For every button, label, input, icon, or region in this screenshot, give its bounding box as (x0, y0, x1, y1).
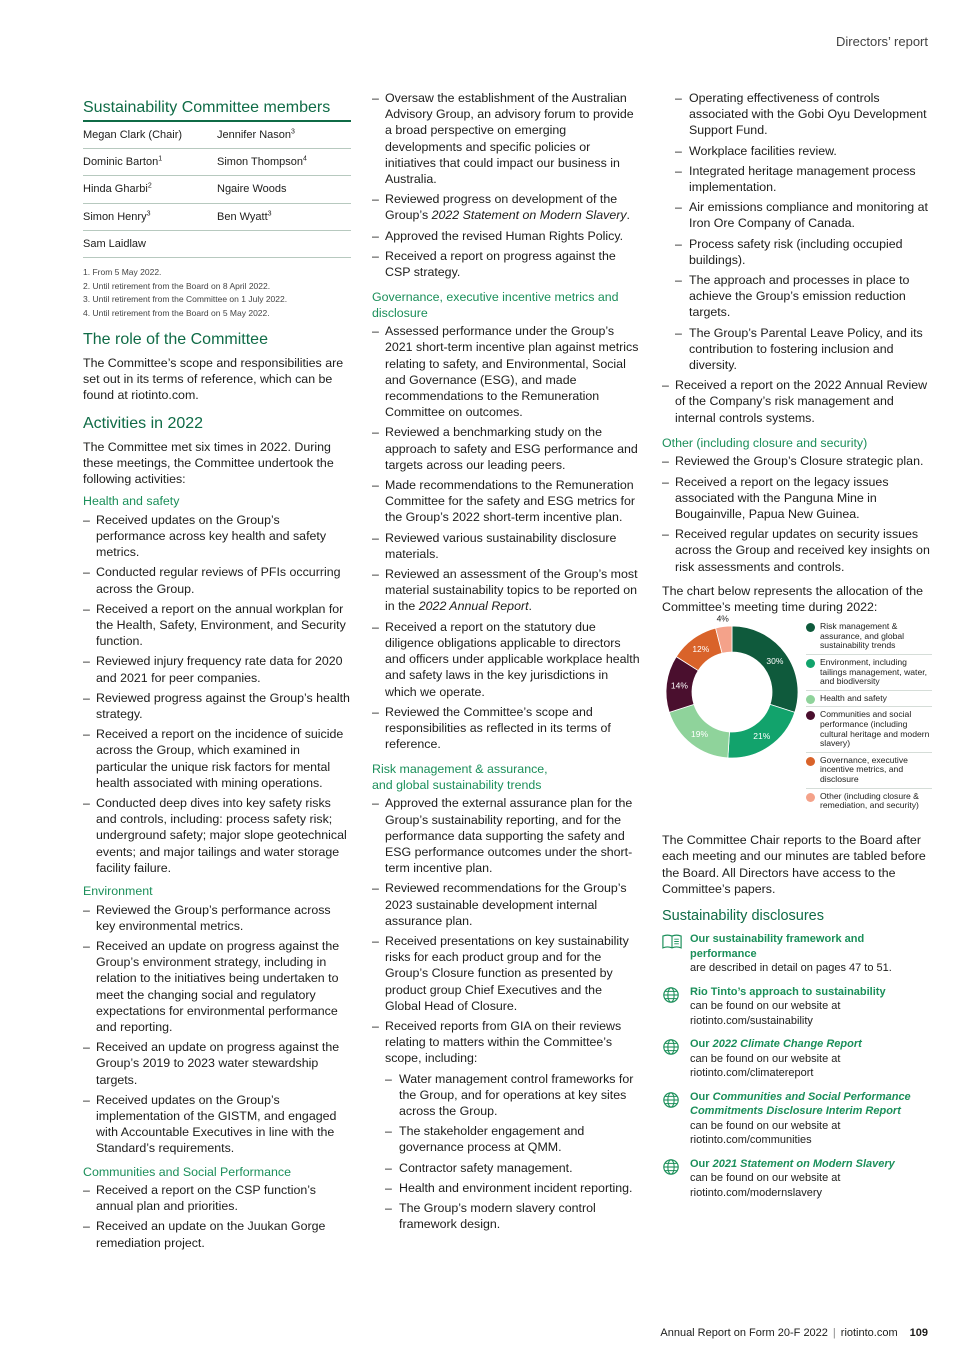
column-2 (372, 90, 640, 1240)
footnote-ref: 1 (158, 155, 163, 163)
environment-title: Environment (83, 884, 153, 898)
page-footer: Annual Report on Form 20-F 2022 | riotinto.com 109 (660, 1327, 928, 1339)
legend-swatch (806, 793, 815, 802)
csp-title: Communities and Social Performance (83, 1164, 291, 1179)
risk-title-line1: Risk management & assurance, (372, 762, 548, 777)
list-item: – Received an update on progress against the Group’s environment strategy, including in relation to the initiatives being undertaken to meet the changing social and regulatory expectations for environmental performance and reporting. (83, 938, 351, 1035)
member-row (83, 230, 351, 257)
list-item: – Received a report on progress against the CSP strategy. (372, 248, 640, 280)
member-name: Ben Wyatt (217, 210, 268, 223)
environment-list (83, 902, 351, 1157)
risk-list (372, 795, 640, 1232)
sub-list-item: – Workplace facilities review. (675, 143, 932, 159)
footnote-ref: 4 (303, 155, 307, 163)
member-cell (217, 122, 351, 149)
section-header: Directors’ report (836, 34, 928, 49)
list-item (372, 1018, 640, 1232)
legend-label: Environment, including tailings management, water, and biodiversity (820, 656, 928, 687)
list-item: – Reviewed injury frequency rate data for 2020 and 2021 for peer companies. (83, 653, 351, 685)
other-list (662, 453, 932, 574)
slice-label: 12% (692, 644, 710, 655)
footnote: 2. Until retirement from the Board on 8 April 2022. (83, 280, 271, 291)
member-cell (217, 149, 351, 176)
list-item: – Received a report on the CSP function’s annual plan and priorities. (83, 1182, 351, 1214)
sub-list-item: – Water management control frameworks for the Group, and for operations at key sites across the Group. (385, 1071, 640, 1120)
disclosure-title-italic: Communities and Social Performance Commitments Disclosure Interim Report (690, 1090, 911, 1117)
meeting-time-chart (662, 613, 932, 822)
disclosure-link[interactable]: riotinto.com/modernslavery (690, 1186, 823, 1199)
list-item: – Assessed performance under the Group’s 2021 short-term incentive plan against metrics relating to safety, and Environmental, Social and Governance (ESG), and made recommendations to the Remuneration Committee on outcomes. (372, 323, 640, 420)
disclosure-item (662, 1157, 932, 1201)
list-item: – Received a report on the incidence of suicide across the Group, which examined in particular the unique risk factors for mental health associated with mining operations. (83, 726, 351, 791)
disclosure-item (662, 1090, 932, 1148)
list-item: – Approved the revised Human Rights Policy. (372, 228, 640, 244)
disclosure-text: can be found on our website at (690, 1172, 841, 1184)
legend-label: Other (including closure & remediation, and security) (820, 790, 919, 811)
sub-list-item: – Health and environment incident reporting. (385, 1180, 640, 1196)
globe-icon (662, 1038, 682, 1058)
member-cell (217, 203, 351, 230)
sub-list-item: – Integrated heritage management process implementation. (675, 163, 932, 195)
sub-list-item: – Operating effectiveness of controls associated with the Gobi Oyu Development Support Fund. (675, 90, 932, 139)
legend-label: Health and safety (820, 692, 887, 703)
legend-label: Risk management & assurance, and global sustainability trends (820, 621, 905, 651)
member-cell (217, 176, 351, 203)
chair-report: The Committee Chair reports to the Board after each meeting and our minutes are tabled before the Board. All Directors have access to the Committee’s papers. (662, 833, 926, 896)
text-run: Reviewed progress on development of the Group’s (385, 192, 618, 223)
legend-entry (806, 658, 932, 691)
list-item: – Received an update on the Juukan Gorge remediation project. (83, 1218, 351, 1250)
list-item: – Reviewed the Committee’s scope and responsibilities as reflected in its terms of reference. (372, 704, 640, 753)
disclosures-title: Sustainability disclosures (662, 908, 824, 924)
list-item: – Reviewed recommendations for the Group’s 2023 sustainable development internal assurance plan. (372, 880, 640, 929)
globe-icon (662, 986, 682, 1006)
slice-label: 30% (766, 656, 784, 667)
list-item: – Reviewed the Group’s Closure strategic plan. (662, 453, 932, 469)
disclosure-title (690, 985, 932, 1000)
donut-chart (662, 613, 802, 762)
member-cell (83, 149, 217, 176)
legend-entry (806, 792, 932, 814)
globe-icon (662, 1091, 682, 1111)
governance-list (372, 323, 640, 752)
legend-swatch (806, 757, 815, 766)
member-cell (83, 122, 217, 149)
disclosure-item (662, 1037, 932, 1081)
globe-icon (662, 1158, 682, 1178)
disclosure-title (690, 1037, 932, 1052)
disclosure-text: can be found on our website at (690, 1000, 841, 1012)
activities-title: Activities in 2022 (83, 414, 204, 432)
members-footnotes (83, 266, 351, 320)
legend-entry (806, 622, 932, 655)
legend-label: Communities and social performance (including cultural heritage and modern slavery) (820, 709, 930, 749)
text-run-italic: 2022 Statement on Modern Slavery (431, 208, 627, 223)
footnote-ref: 3 (146, 209, 151, 217)
member-name: Megan Clark (Chair) (83, 129, 183, 141)
list-item: – Conducted deep dives into key safety risks and controls, including: process safety risk; underground safety; major slope geotechnical events; and major tailings and water storage facility failure. (83, 795, 351, 876)
disclosure-text: are described in detail on pages 47 to 51. (690, 962, 892, 974)
member-name: Ngaire Woods (217, 183, 287, 196)
slice-label: 21% (753, 731, 771, 742)
list-item: – Received a report on the 2022 Annual Review of the Company’s risk management and internal controls systems. (662, 377, 932, 426)
footnote: 4. Until retirement from the Board on 5 May 2022. (83, 307, 270, 318)
disclosures-list (662, 932, 932, 1200)
member-name: Simon Thompson (217, 156, 304, 169)
legend-entry (806, 756, 932, 789)
list-item: – Received updates on the Group’s implementation of the GISTM, and engaged with Accountable Executives in line with the Standard’s requirements. (83, 1092, 351, 1157)
members-title: Sustainability Committee members (83, 98, 351, 122)
legend-swatch (806, 659, 815, 668)
disclosure-title-italic: 2022 Climate Change Report (712, 1038, 862, 1050)
list-item: – Received regular updates on security issues across the Group and received key insights on risk assessments and controls. (662, 526, 932, 575)
list-item: – Reviewed various sustainability disclosure materials. (372, 530, 640, 562)
list-item: – Received a report on the annual workplan for the Health, Safety, Environment, and Security function. (83, 601, 351, 650)
activities-intro: The Committee met six times in 2022. During these meetings, the Committee undertook the following activities: (83, 439, 334, 487)
list-item: – Made recommendations to the Remuneration Committee for the safety and ESG metrics for the Group’s 2022 short-term incentive plan. (372, 477, 640, 526)
legend-swatch (806, 711, 815, 720)
footnote-ref: 3 (267, 209, 272, 217)
donut-slice (732, 626, 798, 712)
legend-entry (806, 710, 932, 752)
disclosure-title-text: Rio Tinto’s approach to sustainability (690, 985, 886, 998)
sub-list-item: – Contractor safety management. (385, 1160, 640, 1176)
list-item: – Conducted regular reviews of PFIs occurring across the Group. (83, 564, 351, 596)
disclosure-item (662, 932, 932, 976)
text-run-italic: 2022 Annual Report (418, 599, 529, 614)
gia-sublist (385, 1071, 640, 1233)
list-item: – Received updates on the Group’s performance across key health and safety metrics. (83, 512, 351, 561)
slice-label: 14% (670, 680, 688, 691)
legend-swatch (806, 695, 815, 704)
disclosure-text: can be found on our website at (690, 1052, 841, 1065)
health-list (83, 512, 351, 876)
page-number: 109 (909, 1327, 928, 1339)
legend-entry (806, 694, 932, 708)
column-1 (83, 98, 351, 1259)
member-row (83, 122, 351, 149)
list-item: – Oversaw the establishment of the Australian Advisory Group, an advisory forum to provide a broad perspective on emerging developments and specific policies or initiatives that could impact our business in Australia. (372, 90, 640, 187)
csp-cont-list (372, 90, 640, 280)
footnote: 1. From 5 May 2022. (83, 267, 162, 278)
sub-list-item: – The stakeholder engagement and governance process at QMM. (385, 1123, 640, 1155)
other-title: Other (including closure and security) (662, 435, 868, 450)
disclosure-link[interactable]: riotinto.com/communities (690, 1134, 812, 1146)
disclosure-title-italic: 2021 Statement on Modern Slavery (712, 1157, 895, 1170)
list-item: – Received presentations on key sustainability risks for each product group and for the Group’s Closure function as presented by product group Chief Executives and the Global Head of Closure. (372, 933, 640, 1014)
member-row (83, 176, 351, 203)
list-item: – Approved the external assurance plan for the Group’s sustainability reporting, and for the performance data supporting the safety and ESG performance outcomes under the short-term incentive plan. (372, 795, 640, 876)
footnote-ref: 3 (291, 128, 295, 136)
disclosure-title-text: Our sustainability framework and performance (690, 933, 865, 960)
member-row (83, 149, 351, 176)
disclosure-title-text: Our (690, 1090, 713, 1103)
sub-list-item: – The Group’s modern slavery control framework design. (385, 1200, 640, 1232)
list-item (372, 566, 640, 615)
list-item: – Reviewed the Group’s performance across key environmental metrics. (83, 902, 351, 934)
member-cell (217, 230, 351, 257)
members-table (83, 122, 351, 258)
disclosure-item (662, 985, 932, 1029)
member-name: Dominic Barton (83, 156, 159, 169)
risk-title (372, 762, 640, 793)
text-run: . (528, 599, 532, 614)
disclosure-title (690, 1157, 932, 1172)
footer-report: Annual Report on Form 20-F 2022 (660, 1327, 828, 1339)
member-cell (83, 230, 217, 257)
member-name: Sam Laidlaw (83, 237, 146, 250)
member-name: Hinda Gharbi (83, 183, 148, 196)
book-icon (662, 933, 682, 953)
gia-sublist-cont (675, 90, 932, 373)
list-item (372, 191, 640, 223)
legend-label: Governance, executive incentive metrics, and disclosure (820, 754, 908, 784)
member-cell (83, 203, 217, 230)
sub-list-item: – Process safety risk (including occupied buildings). (675, 236, 932, 268)
list-item: – Reviewed a benchmarking study on the approach to safety and ESG performance and targets across our leading peers. (372, 424, 640, 473)
list-item: – Reviewed progress against the Group’s health strategy. (83, 690, 351, 722)
sub-list-item: – Air emissions compliance and monitoring at Iron Ore Company of Canada. (675, 199, 932, 231)
text-run: . (626, 208, 630, 223)
chart-legend (806, 622, 932, 817)
disclosure-text: can be found on our website at (690, 1119, 841, 1132)
legend-swatch (806, 623, 815, 632)
list-item: – Received an update on progress against the Group’s 2019 to 2023 water stewardship targets. (83, 1039, 351, 1088)
sub-list-item: – The approach and processes in place to achieve the Group’s emission reduction targets. (675, 272, 932, 321)
member-cell (83, 176, 217, 203)
member-row (83, 203, 351, 230)
risk-list-cont (662, 377, 932, 426)
column-3 (662, 90, 932, 1209)
footer-site[interactable]: riotinto.com (840, 1327, 898, 1339)
sub-list-item: – The Group’s Parental Leave Policy, and its contribution to fostering inclusion and diversity. (675, 325, 932, 374)
footnote-ref: 2 (147, 182, 152, 190)
gia-intro: Received reports from GIA on their reviews relating to matters within the Committee’s scope, including: (385, 1018, 622, 1066)
role-text: The Committee’s scope and responsibilities are set out in its terms of reference, which can be found at riotinto.com. (83, 356, 344, 403)
list-item: – Received a report on the legacy issues associated with the Panguna Mine in Bougainville, Papua New Guinea. (662, 474, 932, 523)
member-name: Jennifer Nason (217, 129, 291, 141)
slice-label: 19% (691, 729, 709, 740)
disclosure-link[interactable]: riotinto.com/sustainability (690, 1014, 813, 1027)
disclosure-link[interactable]: riotinto.com/climatereport (690, 1067, 814, 1079)
text-run: Reviewed an assessment of the Group’s most material sustainability topics to be reported on in the (385, 567, 638, 614)
governance-title: Governance, executive incentive metrics and disclosure (372, 290, 619, 320)
footnote: 3. Until retirement from the Committee on 1 July 2022. (83, 294, 288, 305)
slice-label: 4% (716, 613, 729, 624)
disclosure-title (690, 932, 932, 961)
list-item: – Received a report on the statutory due diligence obligations applicable to directors and officers under applicable workplace health and safety laws in the key jurisdictions in which we operate. (372, 619, 640, 700)
risk-title-line2: and global sustainability trends (372, 777, 542, 792)
member-name: Simon Henry (83, 210, 147, 223)
disclosure-title-text: Our (690, 1038, 713, 1050)
chart-intro: The chart below represents the allocation of the Committee’s meeting time during 2022: (662, 583, 924, 614)
role-title: The role of the Committee (83, 331, 268, 349)
disclosure-title (690, 1090, 932, 1119)
csp-list (83, 1182, 351, 1251)
disclosure-title-text: Our (690, 1157, 713, 1170)
health-title: Health and safety (83, 494, 180, 509)
